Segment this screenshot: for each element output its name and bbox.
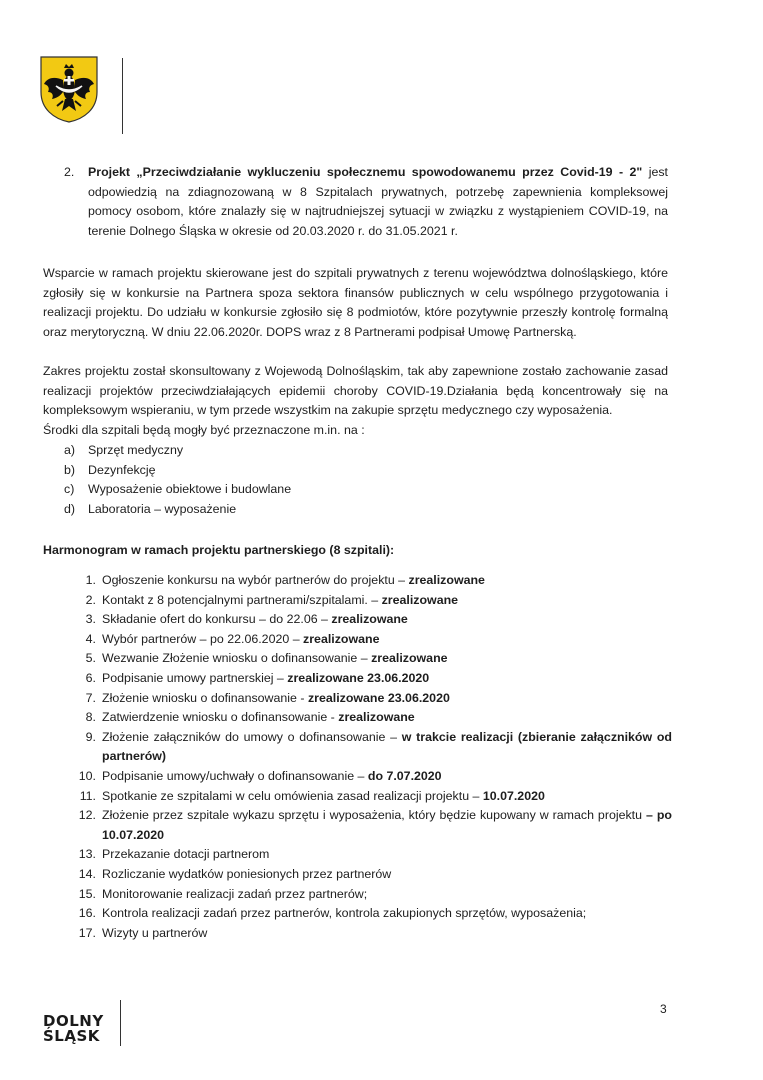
schedule-item-status: zrealizowane bbox=[371, 651, 448, 666]
schedule-item-number: 6. bbox=[85, 670, 96, 685]
schedule-item bbox=[76, 708, 672, 728]
schedule-item-number: 16. bbox=[78, 906, 96, 921]
schedule-item-number: 10. bbox=[78, 768, 96, 783]
schedule-item-status: – po 10.07.2020 bbox=[102, 808, 672, 842]
item-number: 2. bbox=[64, 165, 75, 179]
project-item-2 bbox=[64, 163, 668, 241]
schedule-item-number: 12. bbox=[78, 808, 96, 823]
coat-of-arms-eagle-icon bbox=[38, 54, 100, 124]
schedule-item-number: 11. bbox=[79, 788, 96, 803]
schedule-item-status: zrealizowane bbox=[338, 710, 415, 725]
list-item: a) Sprzęt medyczny bbox=[64, 443, 184, 457]
schedule-item-number: 13. bbox=[78, 847, 96, 862]
schedule-item-status: zrealizowane bbox=[381, 592, 459, 607]
schedule-item-text: Złożenie załączników do umowy o dofinansowanie – bbox=[102, 729, 402, 744]
schedule-item-number: 15. bbox=[78, 886, 96, 901]
schedule-item-text: Składanie ofert do konkursu – do 22.06 – bbox=[102, 612, 332, 627]
schedule-item-number: 2. bbox=[85, 592, 96, 607]
schedule-item bbox=[76, 728, 672, 767]
schedule-item-text: Zatwierdzenie wniosku o dofinansowanie - bbox=[102, 710, 339, 725]
schedule-item-number: 9. bbox=[85, 729, 96, 744]
schedule-item-number: 8. bbox=[85, 710, 96, 725]
schedule-item-number: 7. bbox=[85, 690, 96, 705]
schedule-item-number: 1. bbox=[85, 573, 96, 587]
schedule-item-text: Złożenie przez szpitale wykazu sprzętu i wyposażenia, który będzie kupowany w ramach projektu bbox=[102, 808, 646, 823]
schedule-item bbox=[76, 610, 672, 630]
schedule-item-text: Monitorowanie realizacji zadań przez partnerów; bbox=[102, 886, 368, 901]
schedule-item bbox=[76, 885, 672, 905]
schedule-item-status: zrealizowane 23.06.2020 bbox=[307, 690, 450, 705]
page-number: 3 bbox=[660, 1002, 667, 1016]
item-body bbox=[88, 163, 668, 241]
schedule-item-status: do 7.07.2020 bbox=[367, 768, 442, 783]
project-title: Projekt „Przeciwdziałanie wykluczeniu społecznemu spowodowanemu przez Covid-19 - 2" bbox=[88, 165, 643, 179]
schedule-list bbox=[76, 571, 672, 943]
funds-list bbox=[64, 441, 664, 519]
schedule-item-status: w trakcie realizacji (zbieranie załączników od partnerów) bbox=[102, 729, 672, 764]
paragraph-funds: Środki dla szpitali będą mogły być przeznaczone m.in. na : bbox=[43, 423, 365, 437]
schedule-heading: Harmonogram w ramach projektu partnerskiego (8 szpitali): bbox=[43, 543, 395, 557]
list-item: d) Laboratoria – wyposażenie bbox=[64, 501, 237, 516]
schedule-item-status: zrealizowane bbox=[331, 612, 408, 627]
footer-divider bbox=[120, 1000, 121, 1046]
schedule-item-text: Podpisanie umowy/uchwały o dofinansowanie – bbox=[102, 768, 368, 783]
schedule-item-text: Przekazanie dotacji partnerom bbox=[102, 847, 270, 862]
schedule-item bbox=[76, 904, 672, 924]
schedule-item-number: 17. bbox=[78, 925, 96, 940]
schedule-item-status: zrealizowane bbox=[303, 631, 380, 646]
schedule-item bbox=[76, 669, 672, 689]
schedule-item bbox=[76, 787, 672, 807]
schedule-item-text: Spotkanie ze szpitalami w celu omówienia zasad realizacji projektu – bbox=[102, 788, 483, 803]
paragraph-scope: Zakres projektu został skonsultowany z Wojewodą Dolnośląskim, tak aby zapewnione zostało zachowanie zasad realizacji projektów przeciwdziałających epidemii choroby COVID-19.Działania będą koncentrowały się na kompleksowym wspieraniu, w tym przede wszystkim na zakupie sprzętu medycznego czy wyposażenia. bbox=[43, 364, 668, 418]
schedule-item bbox=[76, 649, 672, 669]
schedule-item-text: Kontrola realizacji zadań przez partnerów, kontrola zakupionych sprzętów, wyposażenia; bbox=[102, 906, 587, 921]
schedule-item bbox=[76, 865, 672, 885]
schedule-item-number: 5. bbox=[85, 651, 96, 666]
schedule-item-text: Wybór partnerów – po 22.06.2020 – bbox=[102, 631, 304, 646]
schedule-item bbox=[76, 767, 672, 787]
schedule-item-text: Złożenie wniosku o dofinansowanie - bbox=[102, 690, 308, 705]
dolny-slask-logo: DOLNY ŚLĄSK bbox=[43, 1012, 104, 1045]
schedule-item-text: Podpisanie umowy partnerskiej – bbox=[102, 670, 288, 685]
schedule-item-text: Wezwanie Złożenie wniosku o dofinansowanie – bbox=[102, 651, 372, 666]
header-divider bbox=[122, 58, 123, 134]
list-item: c) Wyposażenie obiektowe i budowlane bbox=[64, 482, 292, 497]
schedule-item-status: zrealizowane bbox=[408, 573, 485, 587]
schedule-item-status: 10.07.2020 bbox=[482, 788, 545, 803]
schedule-item-number: 14. bbox=[78, 866, 96, 881]
schedule-item bbox=[76, 845, 672, 865]
schedule-item bbox=[76, 630, 672, 650]
schedule-item-text: Kontakt z 8 potencjalnymi partnerami/szpitalami. – bbox=[102, 592, 382, 607]
list-item: b) Dezynfekcję bbox=[64, 462, 156, 477]
schedule-item bbox=[76, 571, 672, 591]
schedule-item bbox=[76, 924, 672, 944]
schedule-item-number: 4. bbox=[85, 631, 96, 646]
schedule-item-number: 3. bbox=[85, 612, 96, 627]
project-description: jest odpowiedzią na zdiagnozowaną w 8 Szpitalach prywatnych, potrzebę zapewnienia kompleksowej pomocy osobom, które znalazły się w najtrudniejszej sytuacji w związku z wystąpieniem COVID-19, na terenie Dolnego Śląska w okresie od 20.03.2020 r. do 31.05.2021 r. bbox=[88, 165, 668, 238]
paragraph-support: Wsparcie w ramach projektu skierowane jest do szpitali prywatnych z terenu województwa dolnośląskiego, które zgłosiły się w konkursie na Partnera spoza sektora finansów publicznych w celu wspólnego przygotowania i realizacji projektu. Do udziału w konkursie zgłosiło się 8 podmiotów, które pozytywnie przeszły kontrolę formalną oraz merytoryczną. W dniu 22.06.2020r. DOPS wraz z 8 Partnerami podpisał Umowę Partnerską. bbox=[43, 266, 668, 339]
schedule-item bbox=[76, 806, 672, 845]
schedule-item-text: Rozliczanie wydatków poniesionych przez partnerów bbox=[102, 866, 392, 881]
schedule-item-text: Wizyty u partnerów bbox=[102, 925, 208, 940]
schedule-item-text: Ogłoszenie konkursu na wybór partnerów do projektu – bbox=[102, 573, 409, 587]
schedule-item bbox=[76, 689, 672, 709]
schedule-item-status: zrealizowane 23.06.2020 bbox=[287, 670, 430, 685]
schedule-item bbox=[76, 591, 672, 611]
